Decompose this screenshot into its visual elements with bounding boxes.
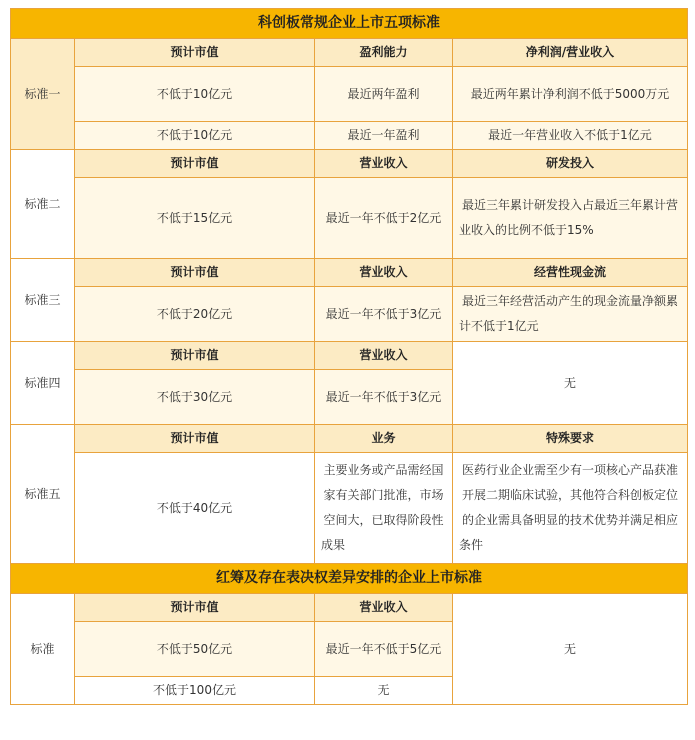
s5-market-cap: 不低于40亿元 — [75, 453, 315, 564]
standard-1-label: 标准一 — [11, 39, 75, 150]
red-row1-revenue: 最近一年不低于5亿元 — [315, 622, 453, 677]
s4-header-revenue: 营业收入 — [315, 342, 453, 370]
listing-standards-table — [10, 8, 688, 705]
red-chip-title: 红筹及存在表决权差异安排的企业上市标准 — [11, 564, 688, 594]
red-none: 无 — [453, 594, 688, 705]
red-row1-market-cap: 不低于50亿元 — [75, 622, 315, 677]
s3-header-revenue: 营业收入 — [315, 259, 453, 287]
standard-2-label: 标准二 — [11, 150, 75, 259]
s1-row2-requirement: 最近一年营业收入不低于1亿元 — [453, 122, 688, 150]
s2-rnd: 最近三年累计研发投入占最近三年累计营业收入的比例不低于15% — [453, 178, 688, 259]
s3-cash-flow: 最近三年经营活动产生的现金流量净额累计不低于1亿元 — [453, 287, 688, 342]
standard-5-label: 标准五 — [11, 425, 75, 564]
header-market-cap: 预计市值 — [75, 39, 315, 67]
red-row2-revenue: 无 — [315, 677, 453, 705]
s1-row1-requirement: 最近两年累计净利润不低于5000万元 — [453, 67, 688, 122]
s3-header-market-cap: 预计市值 — [75, 259, 315, 287]
red-row2-market-cap: 不低于100亿元 — [75, 677, 315, 705]
s3-header-cash-flow: 经营性现金流 — [453, 259, 688, 287]
s2-header-rnd: 研发投入 — [453, 150, 688, 178]
standard-4-label: 标准四 — [11, 342, 75, 425]
red-header-revenue: 营业收入 — [315, 594, 453, 622]
red-standard-label: 标准 — [11, 594, 75, 705]
s3-market-cap: 不低于20亿元 — [75, 287, 315, 342]
s2-revenue: 最近一年不低于2亿元 — [315, 178, 453, 259]
s5-special: 医药行业企业需至少有一项核心产品获准开展二期临床试验，其他符合科创板定位的企业需具备明显的技术优势并满足相应条件 — [453, 453, 688, 564]
s1-row1-market-cap: 不低于10亿元 — [75, 67, 315, 122]
s4-header-market-cap: 预计市值 — [75, 342, 315, 370]
standard-3-label: 标准三 — [11, 259, 75, 342]
s3-revenue: 最近一年不低于3亿元 — [315, 287, 453, 342]
header-profitability: 盈利能力 — [315, 39, 453, 67]
s1-row1-profitability: 最近两年盈利 — [315, 67, 453, 122]
table-title: 科创板常规企业上市五项标准 — [11, 9, 688, 39]
s5-header-market-cap: 预计市值 — [75, 425, 315, 453]
s2-header-revenue: 营业收入 — [315, 150, 453, 178]
s5-header-special: 特殊要求 — [453, 425, 688, 453]
s4-none: 无 — [453, 342, 688, 425]
s1-row2-market-cap: 不低于10亿元 — [75, 122, 315, 150]
s2-market-cap: 不低于15亿元 — [75, 178, 315, 259]
s2-header-market-cap: 预计市值 — [75, 150, 315, 178]
s4-market-cap: 不低于30亿元 — [75, 370, 315, 425]
red-header-market-cap: 预计市值 — [75, 594, 315, 622]
s1-row2-profitability: 最近一年盈利 — [315, 122, 453, 150]
header-net-profit-revenue: 净利润/营业收入 — [453, 39, 688, 67]
s5-header-business: 业务 — [315, 425, 453, 453]
s4-revenue: 最近一年不低于3亿元 — [315, 370, 453, 425]
s5-business: 主要业务或产品需经国家有关部门批准，市场空间大，已取得阶段性成果 — [315, 453, 453, 564]
